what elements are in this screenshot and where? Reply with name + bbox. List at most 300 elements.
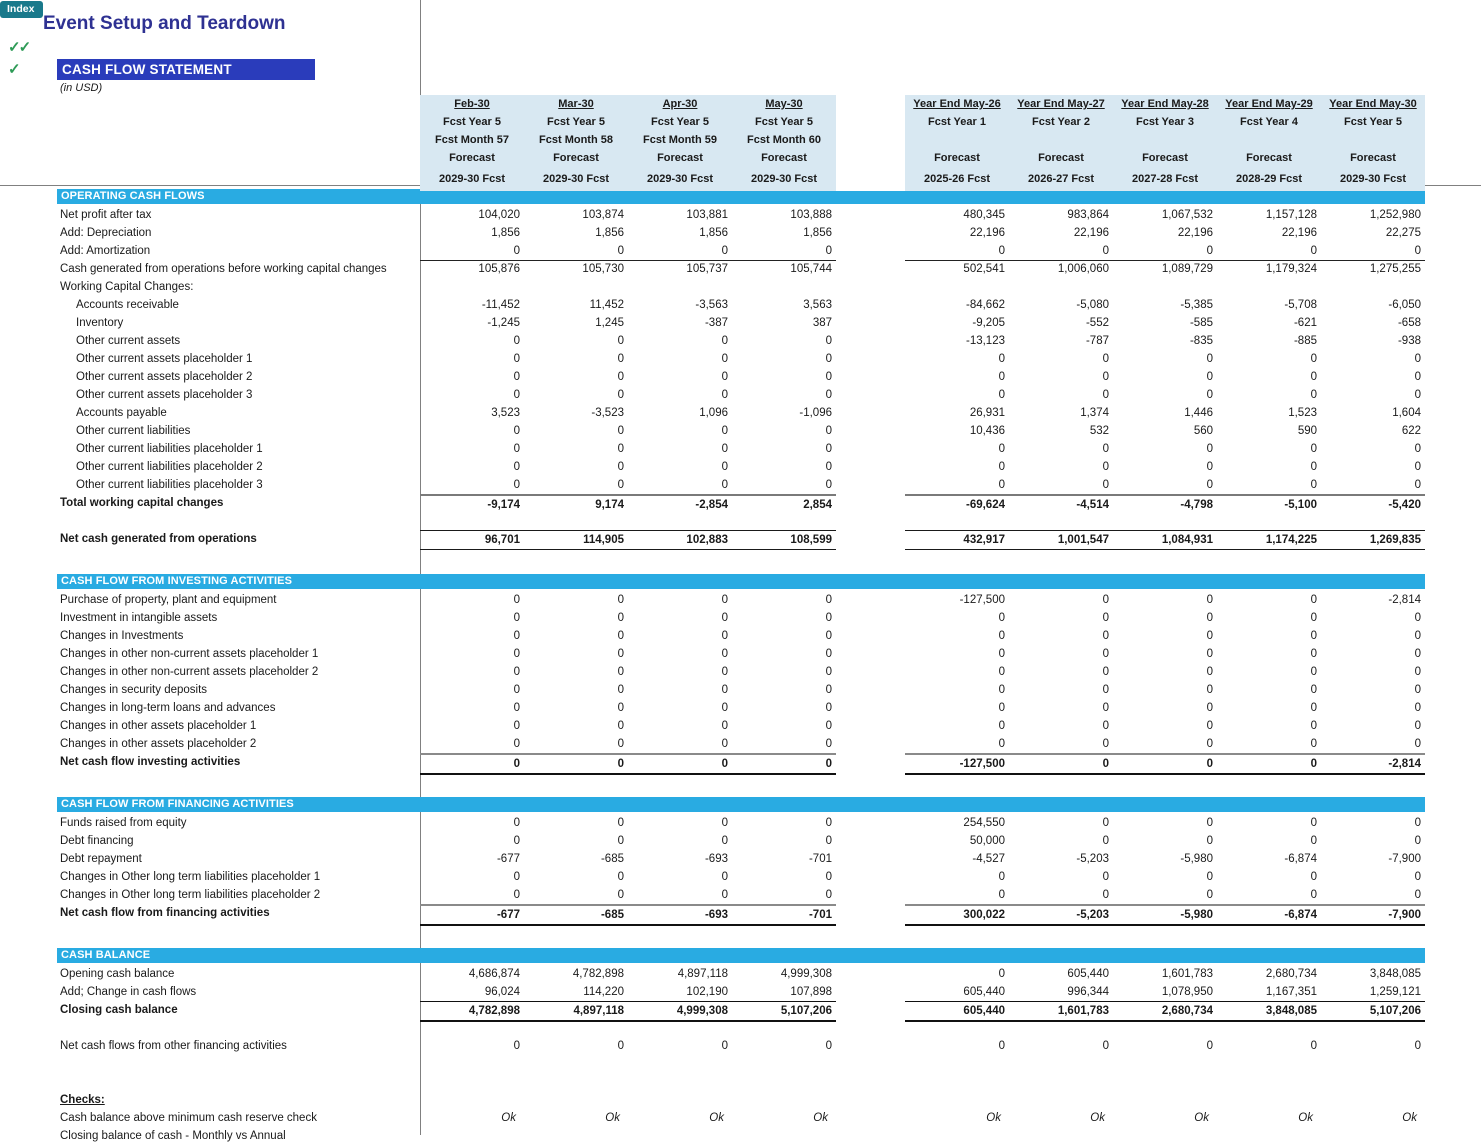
cell-value[interactable]: 0 <box>998 389 1005 401</box>
cell-value[interactable]: 0 <box>721 425 728 437</box>
cell-value[interactable]: 0 <box>1206 389 1213 401</box>
cell-value[interactable]: 0 <box>617 666 624 678</box>
cell-value[interactable]: 996,344 <box>1067 986 1109 998</box>
cell-value[interactable]: 0 <box>1414 835 1421 847</box>
cell-value[interactable]: 0 <box>617 594 624 606</box>
cell-value[interactable]: 0 <box>1414 702 1421 714</box>
cell-value[interactable]: 1,374 <box>1080 407 1109 419</box>
row-label[interactable]: Changes in long-term loans and advances <box>60 702 276 714</box>
row-label[interactable]: Net cash flow investing activities <box>60 756 241 768</box>
cell-value[interactable]: 0 <box>513 648 520 660</box>
cell-value[interactable]: -127,500 <box>905 753 1009 775</box>
row-label[interactable]: Purchase of property, plant and equipment <box>60 594 277 606</box>
cell-value[interactable]: 0 <box>1206 648 1213 660</box>
column-header-month-month[interactable]: Fcst Month 60 <box>732 131 836 149</box>
column-header-year-year[interactable]: Fcst Year 3 <box>1113 113 1217 131</box>
cell-value[interactable]: 105,744 <box>790 263 832 275</box>
row-label[interactable]: Accounts receivable <box>76 299 179 311</box>
cell-value[interactable]: 0 <box>825 443 832 455</box>
check-row-label[interactable]: Closing balance of cash - Monthly vs Annual <box>60 1130 286 1142</box>
cell-value[interactable]: 105,730 <box>582 263 624 275</box>
cell-value[interactable]: 0 <box>825 871 832 883</box>
section-header[interactable]: CASH BALANCE <box>57 948 1425 963</box>
cell-value[interactable]: 0 <box>1414 684 1421 696</box>
cell-value[interactable]: -6,874 <box>1284 853 1317 865</box>
cell-value[interactable]: 0 <box>1206 1040 1213 1052</box>
cell-value[interactable]: 0 <box>998 612 1005 624</box>
cell-value[interactable]: 0 <box>513 738 520 750</box>
cell-value[interactable]: 0 <box>721 684 728 696</box>
cell-value[interactable]: 387 <box>812 317 832 329</box>
column-header-year-scenario[interactable]: Forecast <box>905 149 1009 167</box>
cell-value[interactable]: 0 <box>998 1040 1005 1052</box>
cell-value[interactable]: -9,174 <box>420 494 524 514</box>
cell-value[interactable]: 1,174,225 <box>1217 530 1321 550</box>
cell-value[interactable]: 0 <box>1414 666 1421 678</box>
column-header-year-month[interactable] <box>1321 131 1425 149</box>
column-header-month-date[interactable]: Mar-30 <box>524 95 628 113</box>
column-header-year-date[interactable]: Year End May-29 <box>1217 95 1321 113</box>
column-header-year-scenario[interactable]: Forecast <box>1009 149 1113 167</box>
cell-value[interactable]: -5,420 <box>1321 494 1425 514</box>
cell-value[interactable]: 0 <box>420 242 524 261</box>
cell-value[interactable]: 0 <box>1310 612 1317 624</box>
cell-value[interactable]: -2,814 <box>1321 753 1425 775</box>
cell-value[interactable]: -11,452 <box>481 299 520 311</box>
cell-value[interactable]: 0 <box>1009 242 1113 261</box>
column-header-year-fiscal[interactable]: 2027-28 Fcst <box>1113 167 1217 191</box>
check-status-value[interactable]: Ok <box>1090 1112 1105 1124</box>
cell-value[interactable]: 1,601,783 <box>1009 1001 1113 1022</box>
cell-value[interactable]: 0 <box>1310 1040 1317 1052</box>
cell-value[interactable]: 0 <box>825 738 832 750</box>
cell-value[interactable]: 1,856 <box>595 227 624 239</box>
cell-value[interactable]: 0 <box>825 461 832 473</box>
cell-value[interactable]: -1,245 <box>487 317 520 329</box>
cell-value[interactable]: 0 <box>513 594 520 606</box>
cell-value[interactable]: 0 <box>1310 720 1317 732</box>
cell-value[interactable]: 0 <box>1102 443 1109 455</box>
cell-value[interactable]: 0 <box>1206 353 1213 365</box>
cell-value[interactable]: 0 <box>825 479 832 491</box>
row-label[interactable]: Debt financing <box>60 835 134 847</box>
cell-value[interactable]: -4,527 <box>972 853 1005 865</box>
cell-value[interactable]: 0 <box>825 425 832 437</box>
cell-value[interactable]: 0 <box>1102 479 1109 491</box>
cell-value[interactable]: 0 <box>1102 684 1109 696</box>
cell-value[interactable]: -5,980 <box>1180 853 1213 865</box>
cell-value[interactable]: 0 <box>1206 371 1213 383</box>
check-status-value[interactable] <box>420 1127 524 1145</box>
cell-value[interactable]: 1,275,255 <box>1369 263 1421 275</box>
cell-value[interactable]: 0 <box>1102 817 1109 829</box>
cell-value[interactable]: 0 <box>825 612 832 624</box>
cell-value[interactable]: -552 <box>1085 317 1109 329</box>
cell-value[interactable]: 605,440 <box>963 986 1005 998</box>
cell-value[interactable]: 1,856 <box>699 227 728 239</box>
cell-value[interactable]: 0 <box>513 353 520 365</box>
cell-value[interactable]: 22,196 <box>1073 227 1109 239</box>
cell-value[interactable]: 0 <box>1414 479 1421 491</box>
row-label[interactable]: Closing cash balance <box>60 1004 178 1016</box>
cell-value[interactable]: 0 <box>617 684 624 696</box>
cell-value[interactable]: -3,563 <box>695 299 728 311</box>
cell-value[interactable]: 3,848,085 <box>1369 968 1421 980</box>
cell-value[interactable]: 0 <box>1414 353 1421 365</box>
cell-value[interactable]: 0 <box>721 389 728 401</box>
row-label[interactable]: Inventory <box>76 317 124 329</box>
cell-value[interactable]: 0 <box>721 594 728 606</box>
column-header-month-month[interactable]: Fcst Month 59 <box>628 131 732 149</box>
cell-value[interactable]: 1,856 <box>803 227 832 239</box>
cell-value[interactable]: 0 <box>825 335 832 347</box>
cell-value[interactable]: 0 <box>732 242 836 261</box>
row-label[interactable]: Other current liabilities <box>76 425 191 437</box>
cell-value[interactable]: 0 <box>1206 684 1213 696</box>
cell-value[interactable]: -685 <box>600 853 624 865</box>
cell-value[interactable]: 0 <box>617 871 624 883</box>
cell-value[interactable]: 0 <box>1206 738 1213 750</box>
cell-value[interactable]: -835 <box>1189 335 1213 347</box>
column-header-month-year[interactable]: Fcst Year 5 <box>732 113 836 131</box>
cell-value[interactable]: 0 <box>513 702 520 714</box>
cell-value[interactable]: 0 <box>513 684 520 696</box>
cell-value[interactable]: -9,205 <box>972 317 1005 329</box>
check-status-value[interactable] <box>628 1127 732 1145</box>
row-label[interactable]: Changes in other non-current assets placeholder 2 <box>60 666 319 678</box>
cell-value[interactable]: 1,604 <box>1392 407 1421 419</box>
cell-value[interactable]: 0 <box>1102 612 1109 624</box>
cell-value[interactable]: 0 <box>513 871 520 883</box>
row-label[interactable]: Changes in other non-current assets placeholder 1 <box>60 648 319 660</box>
cell-value[interactable]: 0 <box>721 817 728 829</box>
cell-value[interactable]: -701 <box>808 853 832 865</box>
cell-value[interactable]: 0 <box>721 443 728 455</box>
cell-value[interactable]: 0 <box>617 389 624 401</box>
cell-value[interactable]: 0 <box>1414 630 1421 642</box>
cell-value[interactable]: 0 <box>1102 738 1109 750</box>
column-header-month-month[interactable]: Fcst Month 58 <box>524 131 628 149</box>
cell-value[interactable]: -658 <box>1397 317 1421 329</box>
cell-value[interactable]: 0 <box>617 443 624 455</box>
cell-value[interactable]: -69,624 <box>905 494 1009 514</box>
cell-value[interactable]: 1,245 <box>595 317 624 329</box>
cell-value[interactable]: 0 <box>825 889 832 901</box>
cell-value[interactable]: -938 <box>1397 335 1421 347</box>
cell-value[interactable]: 532 <box>1089 425 1109 437</box>
cell-value[interactable]: -4,514 <box>1009 494 1113 514</box>
cell-value[interactable]: 0 <box>825 817 832 829</box>
cell-value[interactable]: 0 <box>1206 666 1213 678</box>
cell-value[interactable]: 0 <box>1310 817 1317 829</box>
cell-value[interactable]: 0 <box>1206 720 1213 732</box>
cell-value[interactable]: 0 <box>1414 738 1421 750</box>
cell-value[interactable]: 0 <box>1102 648 1109 660</box>
cell-value[interactable]: 0 <box>1206 817 1213 829</box>
index-button[interactable]: Index <box>0 1 43 18</box>
cell-value[interactable]: 0 <box>721 353 728 365</box>
cell-value[interactable]: -3,523 <box>591 407 624 419</box>
cell-value[interactable]: 0 <box>998 371 1005 383</box>
row-label[interactable]: Funds raised from equity <box>60 817 187 829</box>
cell-value[interactable]: 0 <box>998 720 1005 732</box>
cell-value[interactable]: 0 <box>1102 594 1109 606</box>
row-label[interactable]: Changes in Other long term liabilities placeholder 1 <box>60 871 321 883</box>
column-header-year-date[interactable]: Year End May-26 <box>905 95 1009 113</box>
column-header-year-year[interactable]: Fcst Year 2 <box>1009 113 1113 131</box>
cell-value[interactable]: 0 <box>721 720 728 732</box>
cell-value[interactable]: 0 <box>617 335 624 347</box>
row-label[interactable]: Other current assets placeholder 3 <box>76 389 253 401</box>
cell-value[interactable]: 1,252,980 <box>1369 209 1421 221</box>
cell-value[interactable]: 50,000 <box>969 835 1005 847</box>
cell-value[interactable]: 0 <box>721 335 728 347</box>
cell-value[interactable]: -787 <box>1085 335 1109 347</box>
cell-value[interactable]: 0 <box>1102 389 1109 401</box>
cell-value[interactable]: 3,523 <box>491 407 520 419</box>
check-status-value[interactable]: Ok <box>1298 1112 1313 1124</box>
cell-value[interactable]: 4,686,874 <box>468 968 520 980</box>
cell-value[interactable]: 0 <box>1206 461 1213 473</box>
cell-value[interactable]: 0 <box>1414 389 1421 401</box>
row-label[interactable]: Debt repayment <box>60 853 142 865</box>
cell-value[interactable]: 4,999,308 <box>780 968 832 980</box>
row-label[interactable]: Changes in other assets placeholder 1 <box>60 720 257 732</box>
row-label[interactable]: Add; Change in cash flows <box>60 986 197 998</box>
cell-value[interactable]: 0 <box>1206 479 1213 491</box>
cell-value[interactable]: -693 <box>628 904 732 926</box>
cell-value[interactable]: 0 <box>513 666 520 678</box>
row-label[interactable]: Accounts payable <box>76 407 167 419</box>
cell-value[interactable]: 0 <box>1206 630 1213 642</box>
cell-value[interactable]: 1,067,532 <box>1161 209 1213 221</box>
cell-value[interactable]: 983,864 <box>1067 209 1109 221</box>
cell-value[interactable]: 105,876 <box>478 263 520 275</box>
cell-value[interactable]: 0 <box>524 753 628 775</box>
cell-value[interactable]: 1,167,351 <box>1265 986 1317 998</box>
column-header-year-year[interactable]: Fcst Year 1 <box>905 113 1009 131</box>
cell-value[interactable]: 10,436 <box>969 425 1005 437</box>
check-status-value[interactable]: Ok <box>813 1112 828 1124</box>
check-status-value[interactable]: Ok <box>709 1112 724 1124</box>
cell-value[interactable]: 0 <box>721 371 728 383</box>
column-header-month-fiscal[interactable]: 2029-30 Fcst <box>420 167 524 191</box>
cell-value[interactable]: 254,550 <box>963 817 1005 829</box>
cell-value[interactable]: 22,275 <box>1385 227 1421 239</box>
cell-value[interactable]: 0 <box>1310 371 1317 383</box>
cell-value[interactable]: 1,096 <box>699 407 728 419</box>
row-label[interactable]: Other current assets placeholder 2 <box>76 371 253 383</box>
cell-value[interactable]: 590 <box>1297 425 1317 437</box>
cell-value[interactable]: 0 <box>628 242 732 261</box>
cell-value[interactable]: 0 <box>1113 753 1217 775</box>
row-label[interactable]: Changes in Investments <box>60 630 184 642</box>
cell-value[interactable]: 4,897,118 <box>524 1001 628 1022</box>
cell-value[interactable]: 0 <box>721 648 728 660</box>
cell-value[interactable]: 96,701 <box>420 530 524 550</box>
check-status-value[interactable] <box>1009 1127 1113 1145</box>
cell-value[interactable]: 0 <box>825 666 832 678</box>
check-status-value[interactable] <box>1321 1127 1425 1145</box>
cell-value[interactable]: 0 <box>513 630 520 642</box>
row-label[interactable]: Other current liabilities placeholder 1 <box>76 443 263 455</box>
cell-value[interactable]: 114,220 <box>583 986 624 998</box>
cell-value[interactable]: 0 <box>1310 684 1317 696</box>
cell-value[interactable]: 96,024 <box>484 986 520 998</box>
cell-value[interactable]: 1,157,128 <box>1265 209 1317 221</box>
cell-value[interactable]: 0 <box>513 835 520 847</box>
cell-value[interactable]: -7,900 <box>1388 853 1421 865</box>
cell-value[interactable]: 0 <box>905 242 1009 261</box>
cell-value[interactable]: 0 <box>1206 835 1213 847</box>
cell-value[interactable]: 0 <box>998 684 1005 696</box>
cell-value[interactable]: 0 <box>1310 666 1317 678</box>
check-row-label[interactable]: Cash balance above minimum cash reserve check <box>60 1112 317 1124</box>
column-header-month-scenario[interactable]: Forecast <box>420 149 524 167</box>
cell-value[interactable]: 0 <box>825 648 832 660</box>
column-header-year-month[interactable] <box>1217 131 1321 149</box>
cell-value[interactable]: 0 <box>1310 479 1317 491</box>
cell-value[interactable]: 0 <box>617 817 624 829</box>
cell-value[interactable]: 0 <box>1414 1040 1421 1052</box>
cell-value[interactable]: 0 <box>513 461 520 473</box>
cell-value[interactable]: -5,080 <box>1076 299 1109 311</box>
cell-value[interactable]: 0 <box>998 353 1005 365</box>
cell-value[interactable]: 0 <box>825 630 832 642</box>
row-label[interactable]: Opening cash balance <box>60 968 175 980</box>
cell-value[interactable]: 0 <box>617 630 624 642</box>
cell-value[interactable]: 0 <box>721 479 728 491</box>
column-header-month-fiscal[interactable]: 2029-30 Fcst <box>524 167 628 191</box>
cell-value[interactable]: 0 <box>1102 702 1109 714</box>
row-label[interactable]: Changes in Other long term liabilities placeholder 2 <box>60 889 321 901</box>
cell-value[interactable]: 0 <box>1310 648 1317 660</box>
cell-value[interactable]: 0 <box>1009 753 1113 775</box>
cell-value[interactable]: 0 <box>513 389 520 401</box>
cell-value[interactable]: 0 <box>1414 871 1421 883</box>
cell-value[interactable]: 0 <box>617 461 624 473</box>
cell-value[interactable]: 0 <box>513 720 520 732</box>
row-label[interactable]: Add: Depreciation <box>60 227 152 239</box>
column-header-month-scenario[interactable]: Forecast <box>732 149 836 167</box>
cell-value[interactable]: 0 <box>721 871 728 883</box>
column-header-year-scenario[interactable]: Forecast <box>1217 149 1321 167</box>
column-header-month-month[interactable]: Fcst Month 57 <box>420 131 524 149</box>
cell-value[interactable]: 0 <box>721 461 728 473</box>
cell-value[interactable]: 22,196 <box>1177 227 1213 239</box>
cell-value[interactable]: 0 <box>1102 720 1109 732</box>
cell-value[interactable]: 0 <box>1414 612 1421 624</box>
cell-value[interactable]: 0 <box>1102 371 1109 383</box>
cell-value[interactable]: -693 <box>704 853 728 865</box>
cell-value[interactable]: 0 <box>1102 461 1109 473</box>
cell-value[interactable]: -1,096 <box>799 407 832 419</box>
cell-value[interactable]: 0 <box>617 371 624 383</box>
cell-value[interactable]: 0 <box>628 753 732 775</box>
cell-value[interactable]: -6,874 <box>1217 904 1321 926</box>
cell-value[interactable]: 0 <box>998 702 1005 714</box>
cell-value[interactable]: 102,190 <box>686 986 728 998</box>
row-label[interactable]: Changes in other assets placeholder 2 <box>60 738 257 750</box>
cell-value[interactable]: 0 <box>513 443 520 455</box>
cell-value[interactable]: 2,854 <box>732 494 836 514</box>
cell-value[interactable]: 0 <box>825 594 832 606</box>
cell-value[interactable]: 605,440 <box>1067 968 1109 980</box>
cell-value[interactable]: -2,854 <box>628 494 732 514</box>
cell-value[interactable]: 0 <box>513 479 520 491</box>
check-status-value[interactable]: Ok <box>986 1112 1001 1124</box>
cell-value[interactable]: 0 <box>1206 889 1213 901</box>
cell-value[interactable]: 0 <box>998 479 1005 491</box>
check-status-value[interactable] <box>524 1127 628 1145</box>
column-header-year-fiscal[interactable]: 2025-26 Fcst <box>905 167 1009 191</box>
cell-value[interactable]: 0 <box>721 612 728 624</box>
cell-value[interactable]: -7,900 <box>1321 904 1425 926</box>
cell-value[interactable]: 0 <box>1310 871 1317 883</box>
cell-value[interactable]: 0 <box>1414 648 1421 660</box>
cell-value[interactable]: 103,888 <box>790 209 832 221</box>
cell-value[interactable]: 0 <box>1310 594 1317 606</box>
cell-value[interactable]: 0 <box>617 1040 624 1052</box>
check-status-value[interactable] <box>1113 1127 1217 1145</box>
check-status-value[interactable]: Ok <box>605 1112 620 1124</box>
cell-value[interactable]: 0 <box>721 702 728 714</box>
cell-value[interactable]: 1,446 <box>1184 407 1213 419</box>
cell-value[interactable]: 0 <box>998 461 1005 473</box>
cell-value[interactable]: -127,500 <box>959 594 1005 606</box>
cell-value[interactable]: -621 <box>1293 317 1317 329</box>
cell-value[interactable]: 480,345 <box>963 209 1005 221</box>
cell-value[interactable]: 0 <box>825 1040 832 1052</box>
column-header-month-scenario[interactable]: Forecast <box>628 149 732 167</box>
cell-value[interactable]: 5,107,206 <box>1321 1001 1425 1022</box>
cell-value[interactable]: 4,782,898 <box>572 968 624 980</box>
row-label[interactable]: Other current assets placeholder 1 <box>76 353 253 365</box>
column-header-year-year[interactable]: Fcst Year 5 <box>1321 113 1425 131</box>
cell-value[interactable]: 0 <box>721 835 728 847</box>
cell-value[interactable]: 9,174 <box>524 494 628 514</box>
cell-value[interactable]: -685 <box>524 904 628 926</box>
cell-value[interactable]: -2,814 <box>1388 594 1421 606</box>
cell-value[interactable]: 1,601,783 <box>1161 968 1213 980</box>
cell-value[interactable]: -5,100 <box>1217 494 1321 514</box>
column-header-year-fiscal[interactable]: 2026-27 Fcst <box>1009 167 1113 191</box>
cell-value[interactable]: -585 <box>1189 317 1213 329</box>
cell-value[interactable]: 0 <box>1206 612 1213 624</box>
cell-value[interactable]: 0 <box>617 738 624 750</box>
cell-value[interactable]: 0 <box>617 889 624 901</box>
column-header-month-year[interactable]: Fcst Year 5 <box>420 113 524 131</box>
cell-value[interactable]: 11,452 <box>589 299 624 311</box>
cell-value[interactable]: 0 <box>1414 889 1421 901</box>
cell-value[interactable]: 0 <box>825 720 832 732</box>
cell-value[interactable]: 0 <box>513 371 520 383</box>
cell-value[interactable]: 605,440 <box>905 1001 1009 1022</box>
cell-value[interactable]: 0 <box>825 702 832 714</box>
cell-value[interactable]: 0 <box>1217 242 1321 261</box>
cell-value[interactable]: 1,084,931 <box>1113 530 1217 550</box>
row-label[interactable]: Net cash generated from operations <box>60 533 257 545</box>
cell-value[interactable]: -84,662 <box>965 299 1005 311</box>
cell-value[interactable]: 0 <box>732 753 836 775</box>
cell-value[interactable]: 0 <box>1206 871 1213 883</box>
cell-value[interactable]: 0 <box>524 242 628 261</box>
cell-value[interactable]: 4,782,898 <box>420 1001 524 1022</box>
row-label[interactable]: Investment in intangible assets <box>60 612 218 624</box>
check-status-value[interactable] <box>732 1127 836 1145</box>
cell-value[interactable]: 0 <box>1113 242 1217 261</box>
cell-value[interactable]: 0 <box>1102 871 1109 883</box>
